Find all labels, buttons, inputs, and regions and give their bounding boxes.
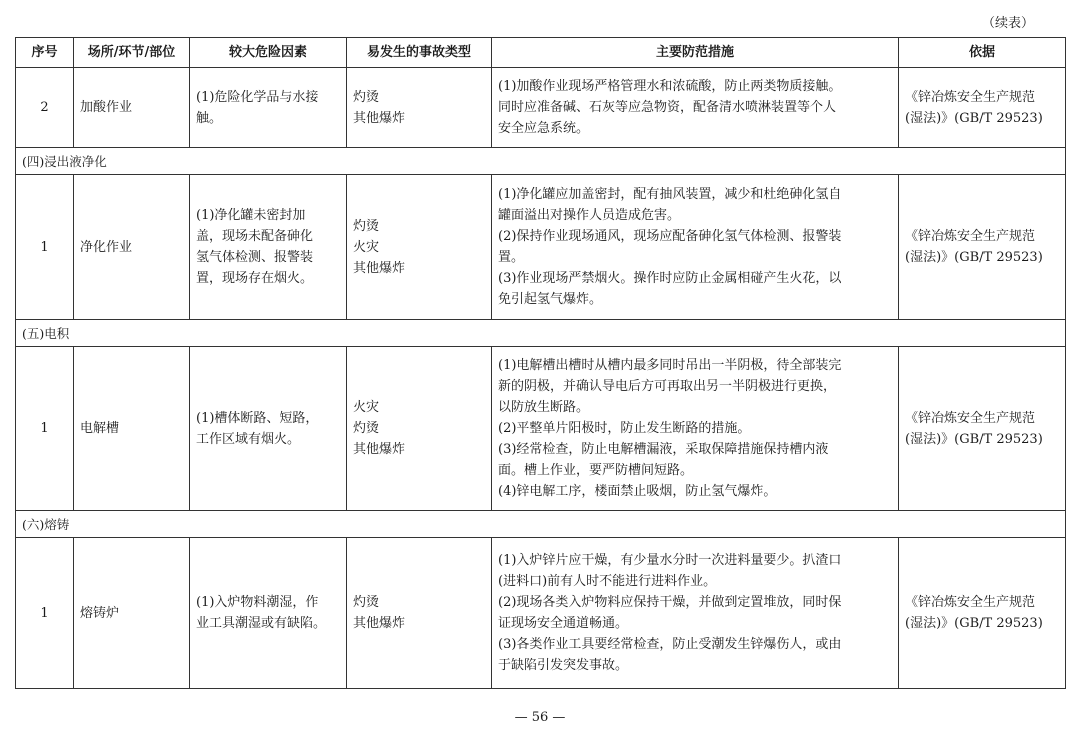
measure-line: (4)锌电解工序，楼面禁止吸烟，防止氢气爆炸。 <box>498 484 777 499</box>
accident-line: 灼烫 <box>353 89 380 105</box>
row-no: 1 <box>16 175 74 320</box>
basis-line: (湿法)》(GB/T 29523) <box>905 110 1043 126</box>
hazard-line: (1)槽体断路、短路， <box>196 410 319 426</box>
row-no: 1 <box>16 347 74 511</box>
basis-line: (湿法)》(GB/T 29523) <box>905 431 1043 447</box>
hazard-line: (1)危险化学品与水接 <box>196 89 319 105</box>
row-hazards <box>190 175 347 320</box>
measure-line: 置。 <box>498 250 525 265</box>
row-measures <box>492 68 899 148</box>
header-measures: 主要防范措施 <box>492 38 899 68</box>
measure-line: 罐面溢出对操作人员造成危害。 <box>498 208 681 223</box>
row-place: 加酸作业 <box>74 68 190 148</box>
table-row <box>16 68 1066 148</box>
section-title: (六)熔铸 <box>16 511 1066 538</box>
hazard-line: 业工具潮湿或有缺陷。 <box>196 616 327 631</box>
measure-line: 新的阴极，并确认导电后方可再取出另一半阴极进行更换， <box>498 379 837 394</box>
header-place: 场所/环节/部位 <box>74 38 190 68</box>
hazard-line: (1)净化罐未密封加 <box>196 208 306 223</box>
header-accidents: 易发生的事故类型 <box>347 38 492 68</box>
measure-line: (1)电解槽出槽时从槽内最多同时吊出一半阴极，待全部装完 <box>498 358 842 373</box>
measure-line: (1)入炉锌片应干燥，有少量水分时一次进料量要少。扒渣口 <box>498 553 842 568</box>
row-place: 电解槽 <box>74 347 190 511</box>
measure-line: (进料口)前有人时不能进行进料作业。 <box>498 574 717 589</box>
header-row <box>16 38 1066 68</box>
row-hazards <box>190 68 347 148</box>
basis-line: 《锌冶炼安全生产规范 <box>905 89 1036 105</box>
measure-line: (3)作业现场严禁烟火。操作时应防止金属相碰产生火花，以 <box>498 271 842 286</box>
table-row <box>16 538 1066 689</box>
row-basis <box>899 347 1066 511</box>
hazard-table <box>15 37 1066 689</box>
section-title: (五)电积 <box>16 320 1066 347</box>
measure-line: 同时应准备碱、石灰等应急物资，配备清水喷淋装置等个人 <box>498 100 837 115</box>
row-measures <box>492 347 899 511</box>
hazard-line: 氢气体检测、报警装 <box>196 250 314 265</box>
accident-line: 其他爆炸 <box>353 110 406 126</box>
accident-line: 其他爆炸 <box>353 616 406 631</box>
measure-line: 安全应急系统。 <box>498 121 590 136</box>
measure-line: 于缺陷引发突发事故。 <box>498 658 629 673</box>
table-row <box>16 175 1066 320</box>
section-row <box>16 511 1066 538</box>
row-hazards <box>190 538 347 689</box>
row-accidents <box>347 175 492 320</box>
hazard-line: 工作区域有烟火。 <box>196 431 301 447</box>
row-basis <box>899 175 1066 320</box>
measure-line: (2)平整单片阳极时，防止发生断路的措施。 <box>498 421 751 436</box>
basis-line: 《锌冶炼安全生产规范 <box>905 410 1036 426</box>
measure-line: (1)净化罐应加盖密封，配有抽风装置，减少和杜绝砷化氢自 <box>498 187 842 202</box>
measure-line: 证现场安全通道畅通。 <box>498 616 629 631</box>
row-no: 2 <box>16 68 74 148</box>
row-measures <box>492 538 899 689</box>
hazard-line: (1)入炉物料潮湿，作 <box>196 595 319 610</box>
hazard-line: 触。 <box>196 110 223 126</box>
accident-line: 灼烫 <box>353 421 380 436</box>
accident-line: 其他爆炸 <box>353 442 406 457</box>
accident-line: 火灾 <box>353 239 380 255</box>
header-basis: 依据 <box>899 38 1066 68</box>
measure-line: 免引起氢气爆炸。 <box>498 292 603 307</box>
measure-line: (3)各类作业工具要经常检查，防止受潮发生锌爆伤人，或由 <box>498 637 842 652</box>
basis-line: (湿法)》(GB/T 29523) <box>905 250 1043 265</box>
measure-line: (3)经常检查，防止电解槽漏液，采取保障措施保持槽内液 <box>498 442 829 457</box>
row-basis <box>899 68 1066 148</box>
measure-line: (1)加酸作业现场严格管理水和浓硫酸，防止两类物质接触。 <box>498 79 842 94</box>
accident-line: 火灾 <box>353 400 380 415</box>
hazard-line: 盖，现场未配备砷化 <box>196 229 314 244</box>
accident-line: 灼烫 <box>353 218 380 234</box>
hazard-line: 置，现场存在烟火。 <box>196 271 314 286</box>
row-measures <box>492 175 899 320</box>
table-row <box>16 347 1066 511</box>
row-accidents <box>347 538 492 689</box>
measure-line: (2)保持作业现场通风，现场应配备砷化氢气体检测、报警装 <box>498 229 842 244</box>
section-title: (四)浸出液净化 <box>16 148 1066 175</box>
section-row <box>16 320 1066 347</box>
measure-line: (2)现场各类入炉物料应保持干燥，并做到定置堆放，同时保 <box>498 595 842 610</box>
row-accidents <box>347 347 492 511</box>
header-no: 序号 <box>16 38 74 68</box>
header-hazards: 较大危险因素 <box>190 38 347 68</box>
basis-line: 《锌冶炼安全生产规范 <box>905 229 1036 244</box>
accident-line: 其他爆炸 <box>353 260 406 276</box>
row-no: 1 <box>16 538 74 689</box>
basis-line: 《锌冶炼安全生产规范 <box>905 595 1036 610</box>
section-row <box>16 148 1066 175</box>
page-number: — 56 — <box>514 710 566 725</box>
measure-line: 面。槽上作业，要严防槽间短路。 <box>498 463 694 478</box>
measure-line: 以防放生断路。 <box>498 400 590 415</box>
accident-line: 灼烫 <box>353 595 380 610</box>
row-accidents <box>347 68 492 148</box>
basis-line: (湿法)》(GB/T 29523) <box>905 616 1043 631</box>
continued-label: （续表） <box>981 16 1034 31</box>
row-basis <box>899 538 1066 689</box>
row-place: 熔铸炉 <box>74 538 190 689</box>
row-hazards <box>190 347 347 511</box>
row-place: 净化作业 <box>74 175 190 320</box>
